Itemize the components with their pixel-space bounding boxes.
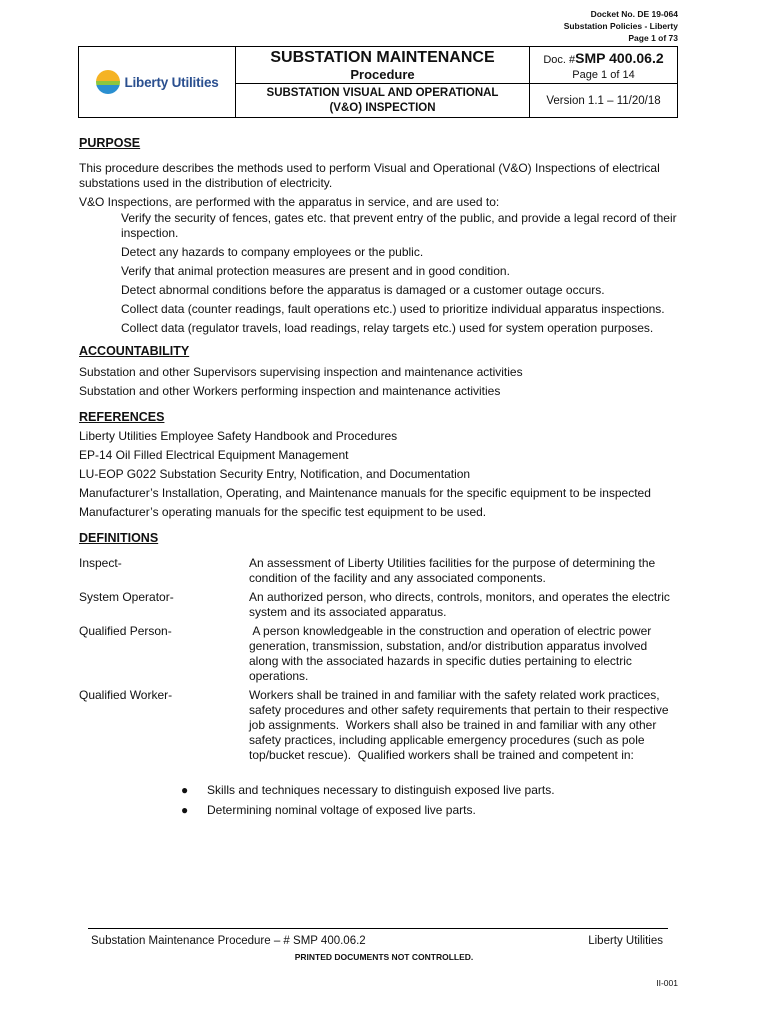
purpose-heading: PURPOSE bbox=[79, 136, 141, 150]
definitions-heading: DEFINITIONS bbox=[79, 531, 159, 545]
footer-company: Liberty Utilities bbox=[588, 935, 663, 947]
sun-logo-icon bbox=[95, 69, 121, 95]
docket-subject: Substation Policies - Liberty bbox=[563, 21, 678, 31]
definition-text: An assessment of Liberty Utilities facilities for the purpose of determining the condition of the facility and any associated components. bbox=[249, 556, 656, 585]
footer-notice: PRINTED DOCUMENTS NOT CONTROLLED. bbox=[294, 952, 474, 962]
doc-number: Doc. #SMP 400.06.2 bbox=[543, 50, 664, 66]
definition-text: A person knowledgeable in the construction and operation of electric power generation, transmission, substation, and/or distribution apparatus involved along with the associated hazards in specific duties pertaining to electric operations. bbox=[249, 624, 655, 683]
company-logo bbox=[79, 47, 236, 117]
definition-text: Workers shall be trained in and familiar with the safety related work practices, safety procedures and other safety requirements that pertain to their respective job assignments. Workers shall also be trained in and familiar with any other safety practices, including applicable emergency procedures (such as pole top/bucket rescue). Qualified workers shall be trained and competent in: bbox=[249, 688, 672, 762]
definition-row bbox=[79, 590, 679, 620]
definition-text: An authorized person, who directs, controls, monitors, and operates the electric system and its associated apparatus. bbox=[249, 590, 670, 619]
doc-title-line-2: (V&O) INSPECTION bbox=[329, 102, 436, 114]
doc-version: Version 1.1 – 11/20/18 bbox=[546, 94, 661, 107]
definition-row bbox=[79, 624, 679, 684]
reference-item: EP-14 Oil Filled Electrical Equipment Management bbox=[79, 448, 349, 462]
references-heading: REFERENCES bbox=[79, 410, 165, 424]
logo-text: Liberty Utilities bbox=[124, 74, 219, 90]
definition-term: Qualified Person- bbox=[79, 624, 172, 638]
definition-term: Qualified Worker- bbox=[79, 688, 173, 702]
purpose-paragraph-2: V&O Inspections, are performed with the apparatus in service, and are used to: bbox=[79, 195, 500, 209]
reference-item: Manufacturer’s operating manuals for the specific test equipment to be used. bbox=[79, 505, 487, 519]
definition-row bbox=[79, 556, 679, 586]
bullet-text: Skills and techniques necessary to distinguish exposed live parts. bbox=[207, 783, 555, 797]
docket-page: Page 1 of 73 bbox=[628, 33, 678, 43]
purpose-item: Detect any hazards to company employees or the public. bbox=[121, 245, 424, 259]
purpose-item: Collect data (counter readings, fault operations etc.) used to prioritize individual apparatus inspections. bbox=[121, 302, 665, 316]
bullet-item bbox=[79, 803, 679, 818]
purpose-item: Verify the security of fences, gates etc. that prevent entry of the public, and provide a legal record of their inspection. bbox=[121, 211, 677, 240]
header-subtitle: Procedure bbox=[350, 67, 415, 82]
docket-number: Docket No. DE 19-064 bbox=[590, 9, 678, 19]
document-body bbox=[79, 136, 679, 823]
bullet-icon: ● bbox=[181, 783, 189, 797]
reference-item: LU-EOP G022 Substation Security Entry, Notification, and Documentation bbox=[79, 467, 471, 481]
definition-term: System Operator- bbox=[79, 590, 174, 604]
definition-row bbox=[79, 688, 679, 763]
definition-term: Inspect- bbox=[79, 556, 122, 570]
doc-title-line-1: SUBSTATION VISUAL AND OPERATIONAL bbox=[266, 87, 499, 99]
purpose-paragraph: This procedure describes the methods used to perform Visual and Operational (V&O) Inspections of electrical substations used in the distribution of electricity. bbox=[79, 161, 660, 190]
reference-item: Liberty Utilities Employee Safety Handbook and Procedures bbox=[79, 429, 398, 443]
bullet-item bbox=[79, 783, 679, 798]
accountability-item: Substation and other Supervisors supervising inspection and maintenance activities bbox=[79, 365, 523, 379]
bullet-text: Determining nominal voltage of exposed live parts. bbox=[207, 803, 476, 817]
document-header bbox=[78, 46, 678, 118]
reference-item: Manufacturer’s Installation, Operating, and Maintenance manuals for the specific equipment to be inspected bbox=[79, 486, 651, 500]
doc-page: Page 1 of 14 bbox=[572, 69, 635, 81]
footer-divider bbox=[88, 928, 668, 929]
bullet-icon: ● bbox=[181, 803, 189, 817]
accountability-heading: ACCOUNTABILITY bbox=[79, 344, 190, 358]
accountability-item: Substation and other Workers performing inspection and maintenance activities bbox=[79, 384, 501, 398]
purpose-item: Verify that animal protection measures are present and in good condition. bbox=[121, 264, 510, 278]
purpose-item: Detect abnormal conditions before the apparatus is damaged or a customer outage occurs. bbox=[121, 283, 605, 297]
header-title: SUBSTATION MAINTENANCE bbox=[270, 49, 495, 66]
footer-doc-title: Substation Maintenance Procedure – # SMP 400.06.2 bbox=[91, 935, 366, 947]
footer-code: II-001 bbox=[656, 978, 678, 988]
purpose-item: Collect data (regulator travels, load readings, relay targets etc.) used for system operation purposes. bbox=[121, 321, 654, 335]
docket-stamp bbox=[564, 8, 678, 44]
